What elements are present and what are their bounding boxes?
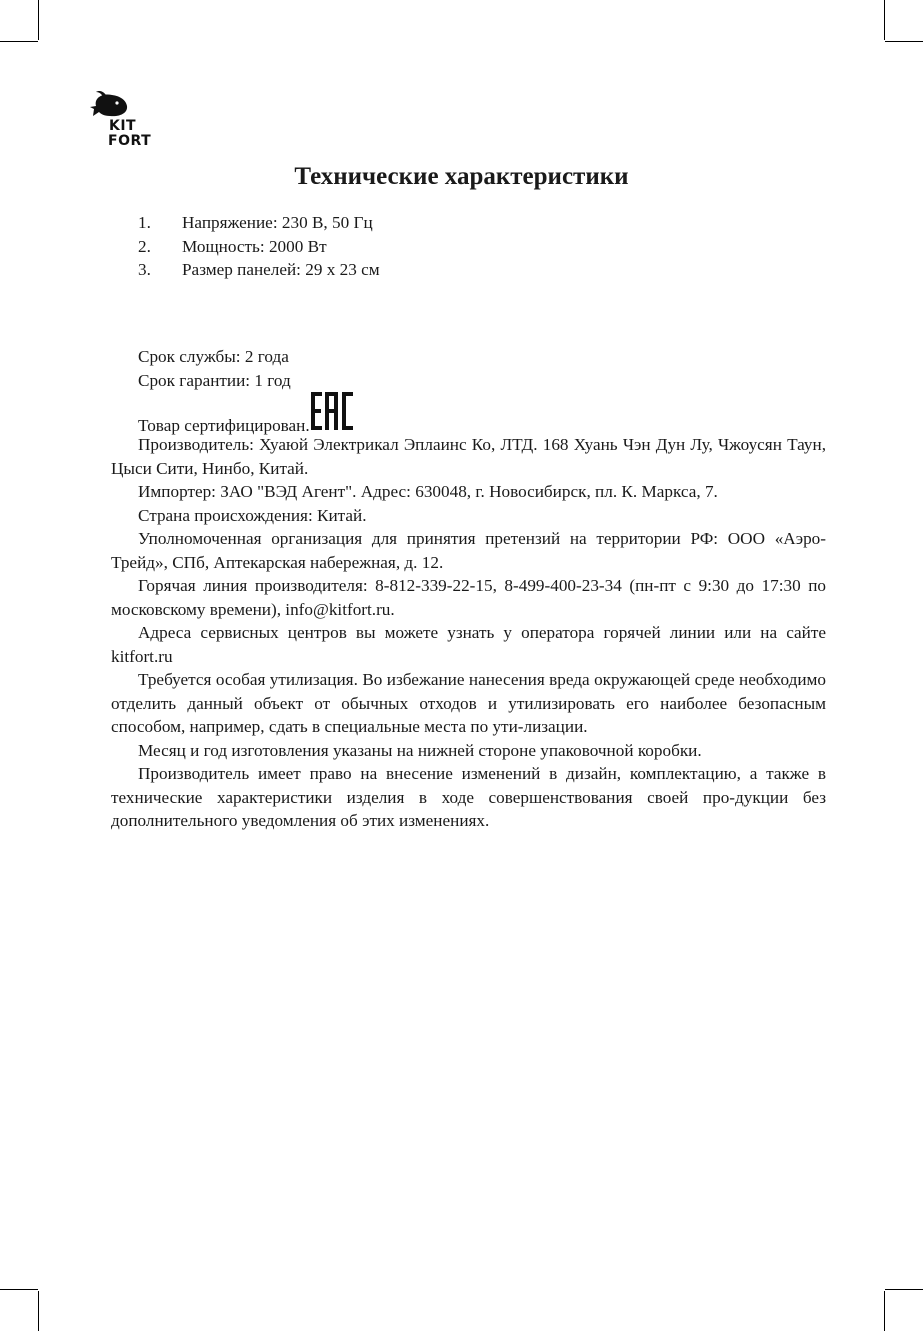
service-info [138, 345, 353, 438]
authorized-org-paragraph: Уполномоченная организация для принятия претензий на территории РФ: ООО «Аэро-Трейд», СПб, Аптекарская набережная, д. 12. [111, 529, 826, 572]
crop-mark [0, 41, 38, 42]
manufacture-date-paragraph: Месяц и год изготовления указаны на нижней стороне упаковочной коробки. [138, 740, 702, 760]
importer-paragraph: Импортер: ЗАО "ВЭД Агент". Адрес: 630048, г. Новосибирск, пл. К. Маркса, 7. [138, 482, 718, 501]
crop-mark [884, 0, 885, 40]
spec-item [138, 235, 380, 259]
changes-notice-paragraph: Производитель имеет право на внесение изменений в дизайн, комплектацию, а также в технические характеристики изделия в ходе совершенствования своей про-дукции без дополнительного уведомления об этих изменениях. [111, 764, 826, 830]
spec-text: Мощность: 2000 Вт [182, 236, 327, 256]
eac-mark-icon [311, 392, 353, 437]
certification-line [138, 392, 353, 438]
page-title: Технические характеристики [294, 163, 629, 190]
spec-number: 2. [138, 236, 151, 256]
service-centers-paragraph: Адреса сервисных центров вы можете узнать у оператора горячей линии или на сайте kitfort.ru [111, 623, 826, 666]
crop-mark [38, 0, 39, 40]
disposal-paragraph: Требуется особая утилизация. Во избежание нанесения вреда окружающей среде необходимо отделить данный объект от обычных отходов и утилизировать его наиболее безопасным способом, например, сдать в специальные места по ути-лизации. [111, 670, 826, 736]
kitfort-logo [90, 90, 156, 148]
manufacturer-paragraph: Производитель: Хуаюй Электрикал Эплаинс Ко, ЛТД. 168 Хуань Чэн Дун Лу, Чжоусян Таун, Цыси Сити, Нинбо, Китай. [111, 435, 826, 478]
service-life: Срок службы: 2 года [138, 347, 289, 366]
spec-item [138, 211, 380, 235]
spec-list [138, 211, 380, 282]
spec-text: Размер панелей: 29 х 23 см [182, 260, 380, 279]
logo-text-kit: KIT [109, 118, 137, 134]
crop-mark [884, 1291, 885, 1331]
spec-text: Напряжение: 230 В, 50 Гц [182, 213, 373, 232]
logo-text-fort: FORT [108, 133, 152, 149]
info-section [111, 433, 826, 833]
spec-number: 1. [138, 213, 151, 232]
crop-mark [0, 1289, 38, 1290]
whale-icon [90, 90, 130, 118]
crop-mark [38, 1291, 39, 1331]
crop-mark [885, 1289, 923, 1290]
certified-text: Товар сертифицирован. [138, 416, 310, 435]
spec-number: 3. [138, 260, 151, 279]
hotline-paragraph: Горячая линия производителя: 8-812-339-22-15, 8-499-400-23-34 (пн-пт с 9:30 до 17:30 по московскому времени), info@kitfort.ru. [111, 576, 826, 619]
crop-mark [885, 41, 923, 42]
warranty-period: Срок гарантии: 1 год [138, 370, 291, 390]
spec-item [138, 258, 380, 282]
country-paragraph: Страна происхождения: Китай. [138, 505, 367, 525]
